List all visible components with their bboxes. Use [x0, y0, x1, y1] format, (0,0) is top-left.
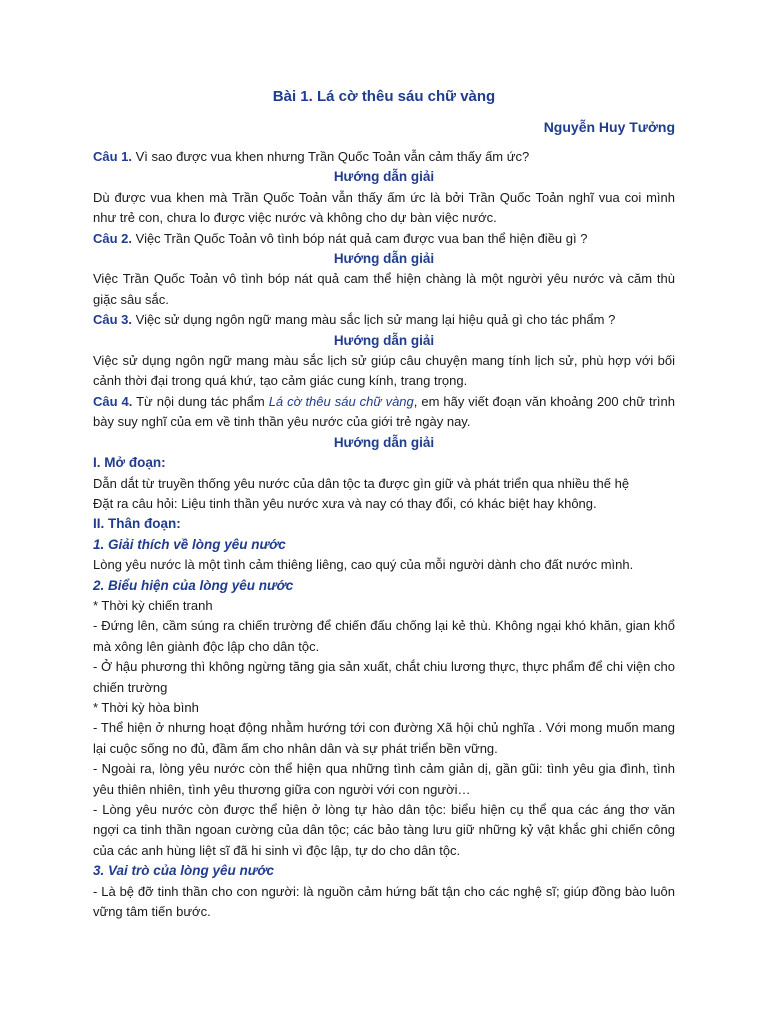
section-2-peace-label: * Thời kỳ hòa bình — [93, 699, 199, 715]
question-1-label: Câu 1. — [93, 149, 133, 164]
part-1-line-1: Dẫn dắt từ truyền thống yêu nước của dân tộc ta được gìn giữ và phát triển qua nhiều thế hệ — [93, 475, 630, 491]
question-3-text: Việc sử dụng ngôn ngữ mang màu sắc lịch sử mang lại hiệu quả gì cho tác phẩm ? — [132, 312, 616, 328]
question-3-label: Câu 3. — [93, 312, 133, 328]
guide-heading-3: Hướng dẫn giải — [333, 332, 435, 348]
question-2 — [93, 229, 675, 249]
part-1-heading: I. Mở đoạn: — [93, 455, 166, 471]
section-2-war-label: * Thời kỳ chiến tranh — [93, 597, 213, 613]
guide-heading-1: Hướng dẫn giải — [333, 169, 435, 185]
question-4-label: Câu 4. — [93, 393, 133, 409]
question-1-text: Vì sao được vua khen nhưng Trần Quốc Toản vẫn cảm thấy ấm ức? — [132, 149, 530, 164]
guide-heading-4: Hướng dẫn giải — [333, 434, 435, 450]
section-2-heading: 2. Biểu hiện của lòng yêu nước — [93, 577, 294, 593]
section-2-peace-item-1: - Thể hiện ở nhưng hoạt động nhằm hướng tới con đường Xã hội chủ nghĩa . Với mong muốn mang lại cuộc sống no đủ, đầm ấm cho nhân dân và sự phát triển bền vững. — [93, 720, 675, 756]
question-3 — [93, 310, 675, 330]
section-3-item-1: - Là bệ đỡ tinh thần cho con người: là nguồn cảm hứng bất tận cho các nghệ sĩ; giúp đồng bào luôn vững tâm tiến bước. — [93, 883, 675, 920]
guide-heading-2: Hướng dẫn giải — [333, 251, 435, 267]
section-3-heading: 3. Vai trò của lòng yêu nước — [93, 863, 274, 879]
answer-3: Việc sử dụng ngôn ngữ mang màu sắc lịch sử giúp câu chuyện mang tính lịch sử, phù hợp với bối cảnh thời đại trong quá khứ, tạo cảm giác cung kính, trang trọng. — [93, 353, 675, 389]
document-title: Bài 1. Lá cờ thêu sáu chữ vàng — [272, 88, 496, 105]
question-1 — [93, 147, 675, 167]
question-4-suffix: , em hãy viết đoạn văn khoảng 200 chữ trình bày suy nghĩ của em về tinh thần yêu nước của giới trẻ ngày nay. — [93, 393, 675, 430]
author-name: Nguyễn Huy Tưởng — [543, 119, 675, 135]
section-2-peace-item-3: - Lòng yêu nước còn được thể hiện ở lòng tự hào dân tộc: biểu hiện cụ thể qua các áng thơ văn ngợi ca tinh thần ngoan cường của dân tộc; các bảo tàng lưu giữ những kỷ vật khắc ghi chiến công của các anh hùng liệt sĩ đã hi sinh vì độc lập, tự do cho dân tộc. — [93, 802, 675, 858]
question-4-prefix: Từ nội dung tác phẩm — [132, 393, 269, 409]
part-2-heading: II. Thân đoạn: — [93, 516, 181, 532]
section-2-war-item-2: - Ở hậu phương thì không ngừng tăng gia sản xuất, chắt chiu lương thực, thực phẩm để chi viện cho chiến trường — [93, 659, 675, 695]
answer-1: Dù được vua khen mà Trần Quốc Toản vẫn thấy ấm ức là bởi Trần Quốc Toản nghĩ vua coi mình như trẻ con, chưa lo được việc nước và không cho dự bàn việc nước. — [93, 189, 675, 226]
work-title: Lá cờ thêu sáu chữ vàng — [268, 393, 414, 409]
question-2-label: Câu 2. — [93, 230, 133, 246]
answer-2: Việc Trần Quốc Toản vô tình bóp nát quả cam thể hiện chàng là một người yêu nước và căm thù giặc sâu sắc. — [93, 271, 675, 307]
section-1-text: Lòng yêu nước là một tình cảm thiêng liêng, cao quý của mỗi người dành cho đất nước mình. — [93, 557, 634, 573]
part-1-line-2: Đặt ra câu hỏi: Liệu tinh thần yêu nước xưa và nay có thay đổi, có khác biệt hay không. — [93, 495, 597, 511]
section-1-heading: 1. Giải thích về lòng yêu nước — [93, 536, 286, 552]
question-2-text: Việc Trần Quốc Toản vô tình bóp nát quả cam được vua ban thể hiện điều gì ? — [132, 230, 588, 246]
section-2-peace-item-2: - Ngoài ra, lòng yêu nước còn thể hiện qua những tình cảm giản dị, gần gũi: tình yêu gia đình, tình yêu thiên nhiên, tình yêu thương giữa con người với con người… — [93, 761, 675, 797]
question-4 — [93, 392, 675, 433]
section-2-war-item-1: - Đứng lên, cầm súng ra chiến trường để chiến đấu chống lại kẻ thù. Không ngại khó khăn, gian khổ mà xông lên giành độc lập cho dân tộc. — [93, 618, 675, 654]
